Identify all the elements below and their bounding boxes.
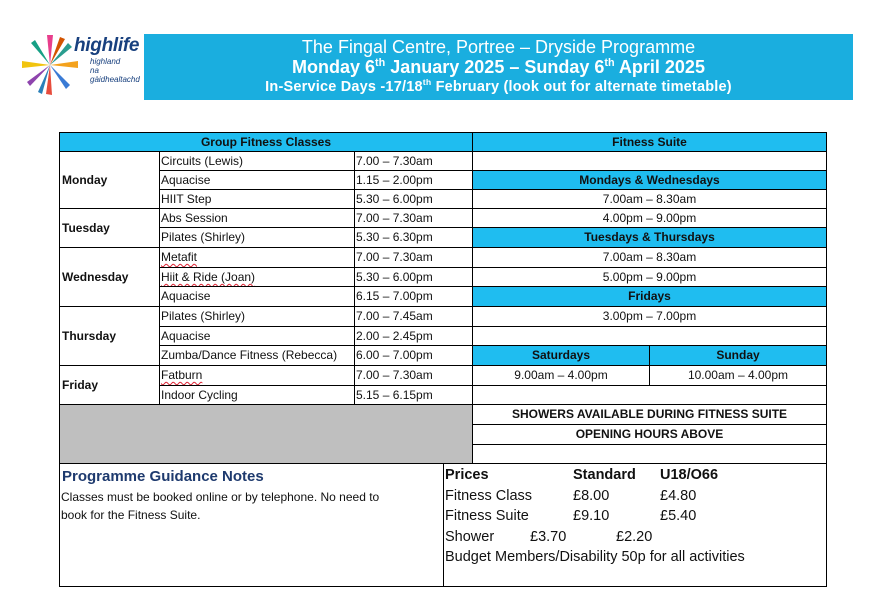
class-time: 2.00 – 2.45pm [354,326,473,346]
day-tuesday: Tuesday [59,208,160,248]
suite-sun-heading: Sunday [649,345,827,366]
showers-note: SHOWERS AVAILABLE DURING FITNESS SUITE [472,404,827,425]
day-thursday: Thursday [59,306,160,366]
logo-sub-2: na gàidhealtachd [90,66,140,84]
prices-standard-heading: Standard [573,467,636,483]
price-shower-label: Shower [445,529,495,545]
suite-tue-thu-heading: Tuesdays & Thursdays [472,227,827,248]
day-friday: Friday [59,365,160,405]
starburst-icon [20,33,80,97]
guidance-notes-line-2: book for the Fitness Suite. [61,508,201,522]
grey-filler [59,404,473,464]
header-banner [144,34,853,100]
suite-sat-heading: Saturdays [472,345,650,366]
suite-fri-hours: 3.00pm – 7.00pm [472,306,827,327]
class-name: Aquacise [159,326,355,346]
class-time: 5.30 – 6.30pm [354,227,473,248]
class-time: 7.00 – 7.30am [354,247,473,268]
class-time: 5.30 – 6.00pm [354,189,473,209]
class-time: 6.15 – 7.00pm [354,286,473,307]
suite-blank-row [472,444,827,464]
class-time: 5.15 – 6.15pm [354,385,473,405]
prices-heading: Prices [445,467,489,483]
guidance-notes-line-1: Classes must be booked online or by telephone. No need to [61,490,380,504]
price-suite-standard: £9.10 [573,508,610,524]
guidance-notes-box [59,463,444,587]
class-time: 7.00 – 7.30am [354,151,473,171]
classes-heading: Group Fitness Classes [59,132,473,152]
price-suite-concession: £5.40 [660,508,697,524]
class-time: 6.00 – 7.00pm [354,345,473,366]
class-name: Zumba/Dance Fitness (Rebecca) [159,345,355,366]
highlife-logo [20,33,140,97]
budget-members-note: Budget Members/Disability 50p for all activities [445,549,745,565]
opening-hours-note: OPENING HOURS ABOVE [472,424,827,445]
class-time: 5.30 – 6.00pm [354,267,473,287]
suite-blank-row [472,385,827,405]
suite-blank-row [472,151,827,171]
class-time: 7.00 – 7.30am [354,365,473,386]
class-name: Aquacise [159,286,355,307]
suite-mon-wed-evening: 4.00pm – 9.00pm [472,208,827,228]
prices-box [443,463,827,587]
day-monday: Monday [59,151,160,209]
class-name: HIIT Step [159,189,355,209]
suite-sat-hours: 9.00am – 4.00pm [472,365,650,386]
logo-sub-1: highland [90,57,121,66]
suite-tue-thu-morning: 7.00am – 8.30am [472,247,827,268]
suite-mon-wed-heading: Mondays & Wednesdays [472,170,827,190]
logo-wordmark: highlife [74,35,140,56]
price-class-label: Fitness Class [445,488,533,504]
suite-tue-thu-evening: 5.00pm – 9.00pm [472,267,827,287]
class-name: Abs Session [159,208,355,228]
price-shower-concession: £2.20 [616,529,653,545]
class-time: 7.00 – 7.45am [354,306,473,327]
suite-heading: Fitness Suite [472,132,827,152]
class-name: Fatburn [159,365,355,386]
prices-concession-heading: U18/O66 [660,467,719,483]
class-name: Pilates (Shirley) [159,306,355,327]
suite-mon-wed-morning: 7.00am – 8.30am [472,189,827,209]
class-name: Pilates (Shirley) [159,227,355,248]
price-class-concession: £4.80 [660,488,697,504]
class-name: Hiit & Ride (Joan) [159,267,355,287]
suite-blank-row [472,326,827,346]
class-time: 1.15 – 2.00pm [354,170,473,190]
price-suite-label: Fitness Suite [445,508,529,524]
day-wednesday: Wednesday [59,247,160,307]
price-class-standard: £8.00 [573,488,610,504]
page-title: The Fingal Centre, Portree – Dryside Programme [301,37,696,57]
class-name: Indoor Cycling [159,385,355,405]
class-name: Metafit [159,247,355,268]
guidance-notes-title: Programme Guidance Notes [62,468,264,485]
inservice-days: In-Service Days -17/18th February (look out for alternate timetable) [265,77,732,95]
programme-dates: Monday 6th January 2025 – Sunday 6th April 2025 [292,57,705,77]
suite-fri-heading: Fridays [472,286,827,307]
class-name: Aquacise [159,170,355,190]
price-shower-standard: £3.70 [530,529,567,545]
class-time: 7.00 – 7.30am [354,208,473,228]
class-name: Circuits (Lewis) [159,151,355,171]
suite-sun-hours: 10.00am – 4.00pm [649,365,827,386]
